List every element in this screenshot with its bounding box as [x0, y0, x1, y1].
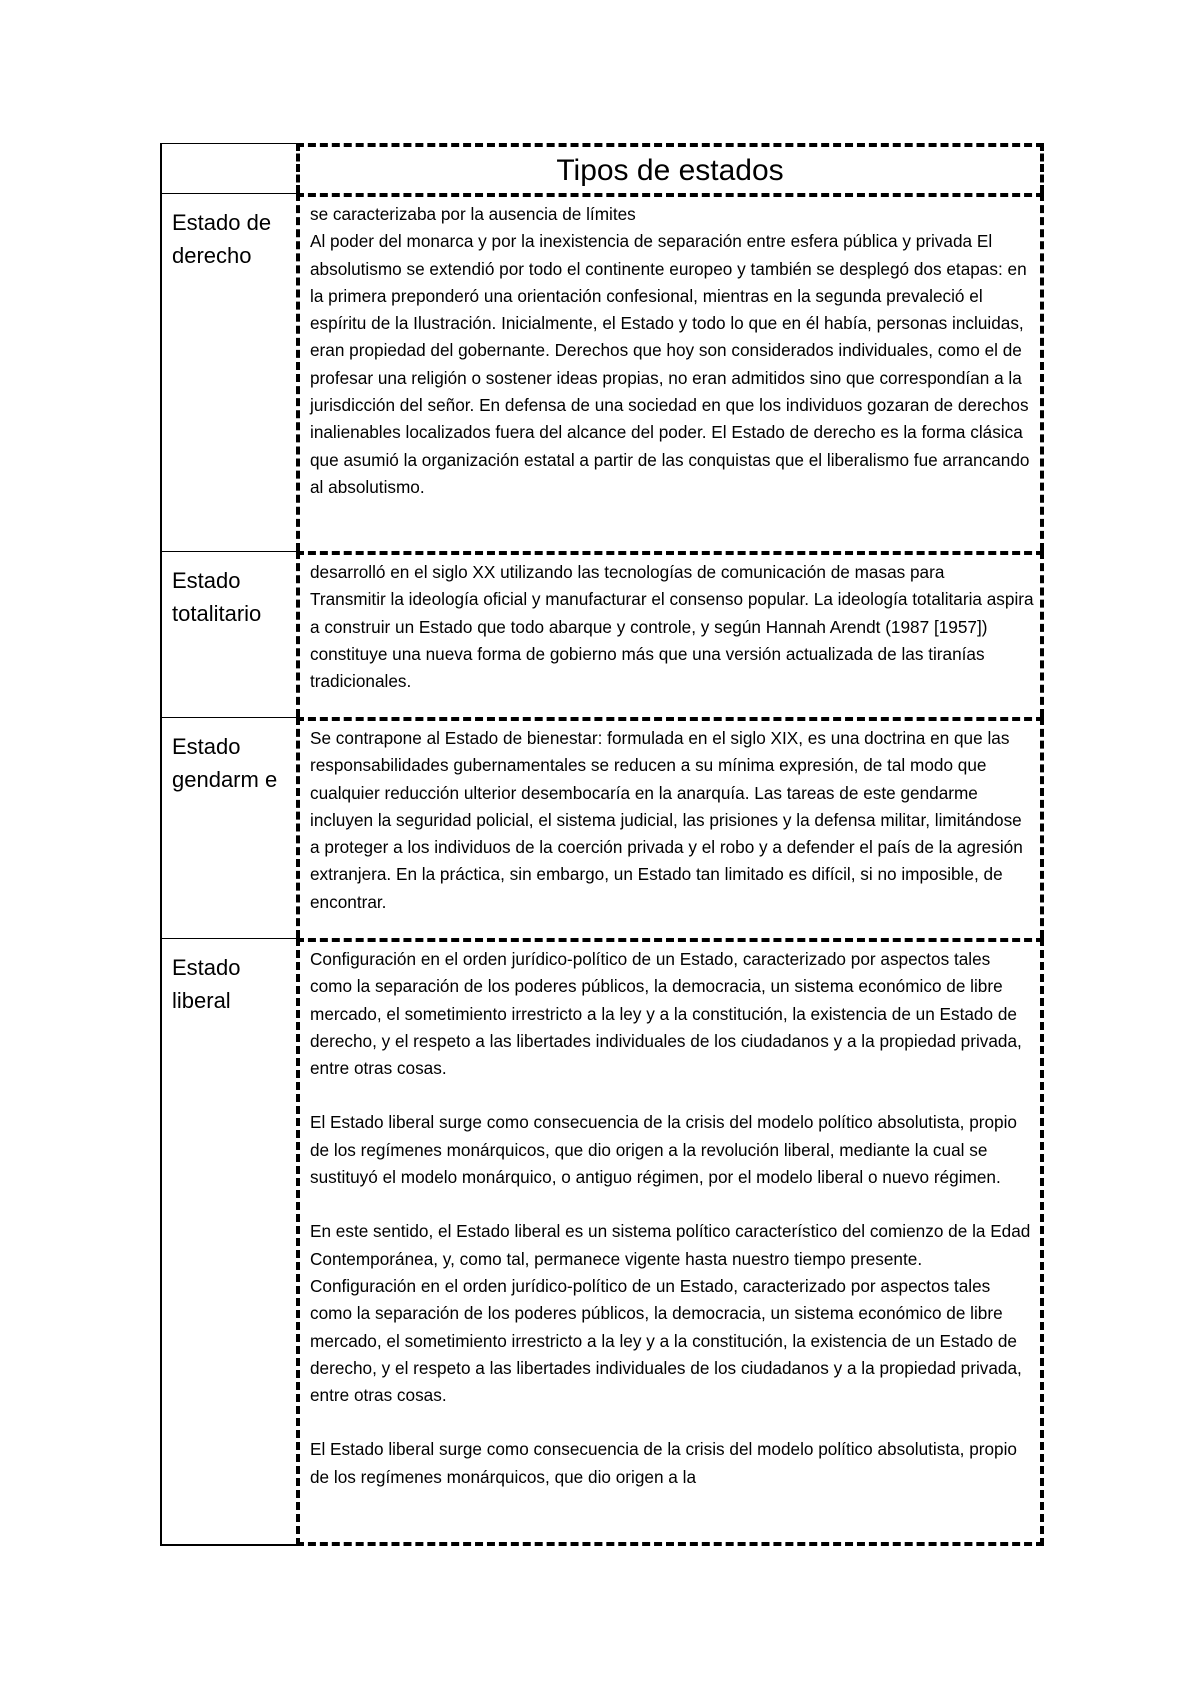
table-title: Tipos de estados: [296, 143, 1044, 193]
paragraph-spacer: [310, 1191, 1034, 1218]
paragraph: El Estado liberal surge como consecuencia de la crisis del modelo político absolutista, propio de los regímenes monárquicos, que dio origen a la: [310, 1439, 1017, 1487]
paragraph: Configuración en el orden jurídico-político de un Estado, caracterizado por aspectos tales como la separación de los poderes públicos, la democracia, un sistema económico de libre mercado, el sometimiento irrestricto a la ley y a la constitución, la existencia de un Estado de derecho, y el respeto a las libertades individuales de los ciudadanos y a la propiedad privada, entre otras cosas.: [310, 1275, 1022, 1406]
row-content: [296, 938, 1044, 1546]
paragraph: Al poder del monarca y por la inexistencia de separación entre esfera pública y privada El absolutismo se extendió por todo el continente europeo y también se desplegó dos etapas: en la primera preponderó una orientación confesional, mientras en la segunda prevaleció el espíritu de la Ilustración. Inicialmente, el Estado y todo lo que en él había, personas incluidas, eran propiedad del gobernante. Derechos que hoy son considerados individuales, como el de profesar una religión o sostener ideas propias, no eran admitidos sino que correspondían a la jurisdicción del señor. En defensa de una sociedad en que los individuos gozaran de derechos inalienables localizados fuera del alcance del poder. El Estado de derecho es la forma clásica que asumió la organización estatal a partir de las conquistas que el liberalismo fue arrancando al absolutismo.: [310, 231, 1030, 497]
row-content: [296, 717, 1044, 938]
paragraph: Se contrapone al Estado de bienestar: formulada en el siglo XIX, es una doctrina en que las responsabilidades gubernamentales se reducen a su mínima expresión, de tal modo que cualquier reducción ulterior desembocaría en la anarquía. Las tareas de este gendarme incluyen la seguridad policial, el sistema judicial, las prisiones y la defensa militar, limitándose a proteger a los individuos de la coerción privada y el robo y a defender el país de la agresión extranjera. En la práctica, sin embargo, un Estado tan limitado es difícil, si no imposible, de encontrar.: [310, 728, 1023, 912]
table-row: [160, 193, 1044, 551]
paragraph: desarrolló en el siglo XX utilizando las tecnologías de comunicación de masas para: [310, 562, 945, 582]
table-row: [160, 938, 1044, 1546]
paragraph: En este sentido, el Estado liberal es un sistema político característico del comienzo de la Edad Contemporánea, y, como tal, permanece vigente hasta nuestro tiempo presente.: [310, 1221, 1031, 1269]
paragraph: Transmitir la ideología oficial y manufacturar el consenso popular. La ideología totalitaria aspira a construir un Estado que todo abarque y controle, y según Hannah Arendt (1987 [1957]) constituye una nueva forma de gobierno más que una versión actualizada de las tiranías tradicionales.: [310, 589, 1034, 692]
header-empty-cell: [160, 143, 296, 193]
row-content: [296, 193, 1044, 551]
row-content: [296, 551, 1044, 717]
row-label: Estado liberal: [160, 938, 296, 1546]
table-row: [160, 551, 1044, 717]
paragraph-spacer: [310, 1409, 1034, 1436]
table-header-row: [160, 143, 1044, 193]
paragraph: El Estado liberal surge como consecuencia de la crisis del modelo político absolutista, propio de los regímenes monárquicos, que dio origen a la revolución liberal, mediante la cual se sustituyó el modelo monárquico, o antiguo régimen, por el modelo liberal o nuevo régimen.: [310, 1112, 1017, 1188]
row-label: Estado totalitario: [160, 551, 296, 717]
states-table: [160, 143, 1044, 1546]
table-row: [160, 717, 1044, 938]
row-label: Estado de derecho: [160, 193, 296, 551]
row-label: Estado gendarm e: [160, 717, 296, 938]
paragraph: se caracterizaba por la ausencia de límites: [310, 204, 636, 224]
paragraph: Configuración en el orden jurídico-político de un Estado, caracterizado por aspectos tales como la separación de los poderes públicos, la democracia, un sistema económico de libre mercado, el sometimiento irrestricto a la ley y a la constitución, la existencia de un Estado de derecho, y el respeto a las libertades individuales de los ciudadanos y a la propiedad privada, entre otras cosas.: [310, 949, 1022, 1079]
paragraph-spacer: [310, 1082, 1034, 1109]
